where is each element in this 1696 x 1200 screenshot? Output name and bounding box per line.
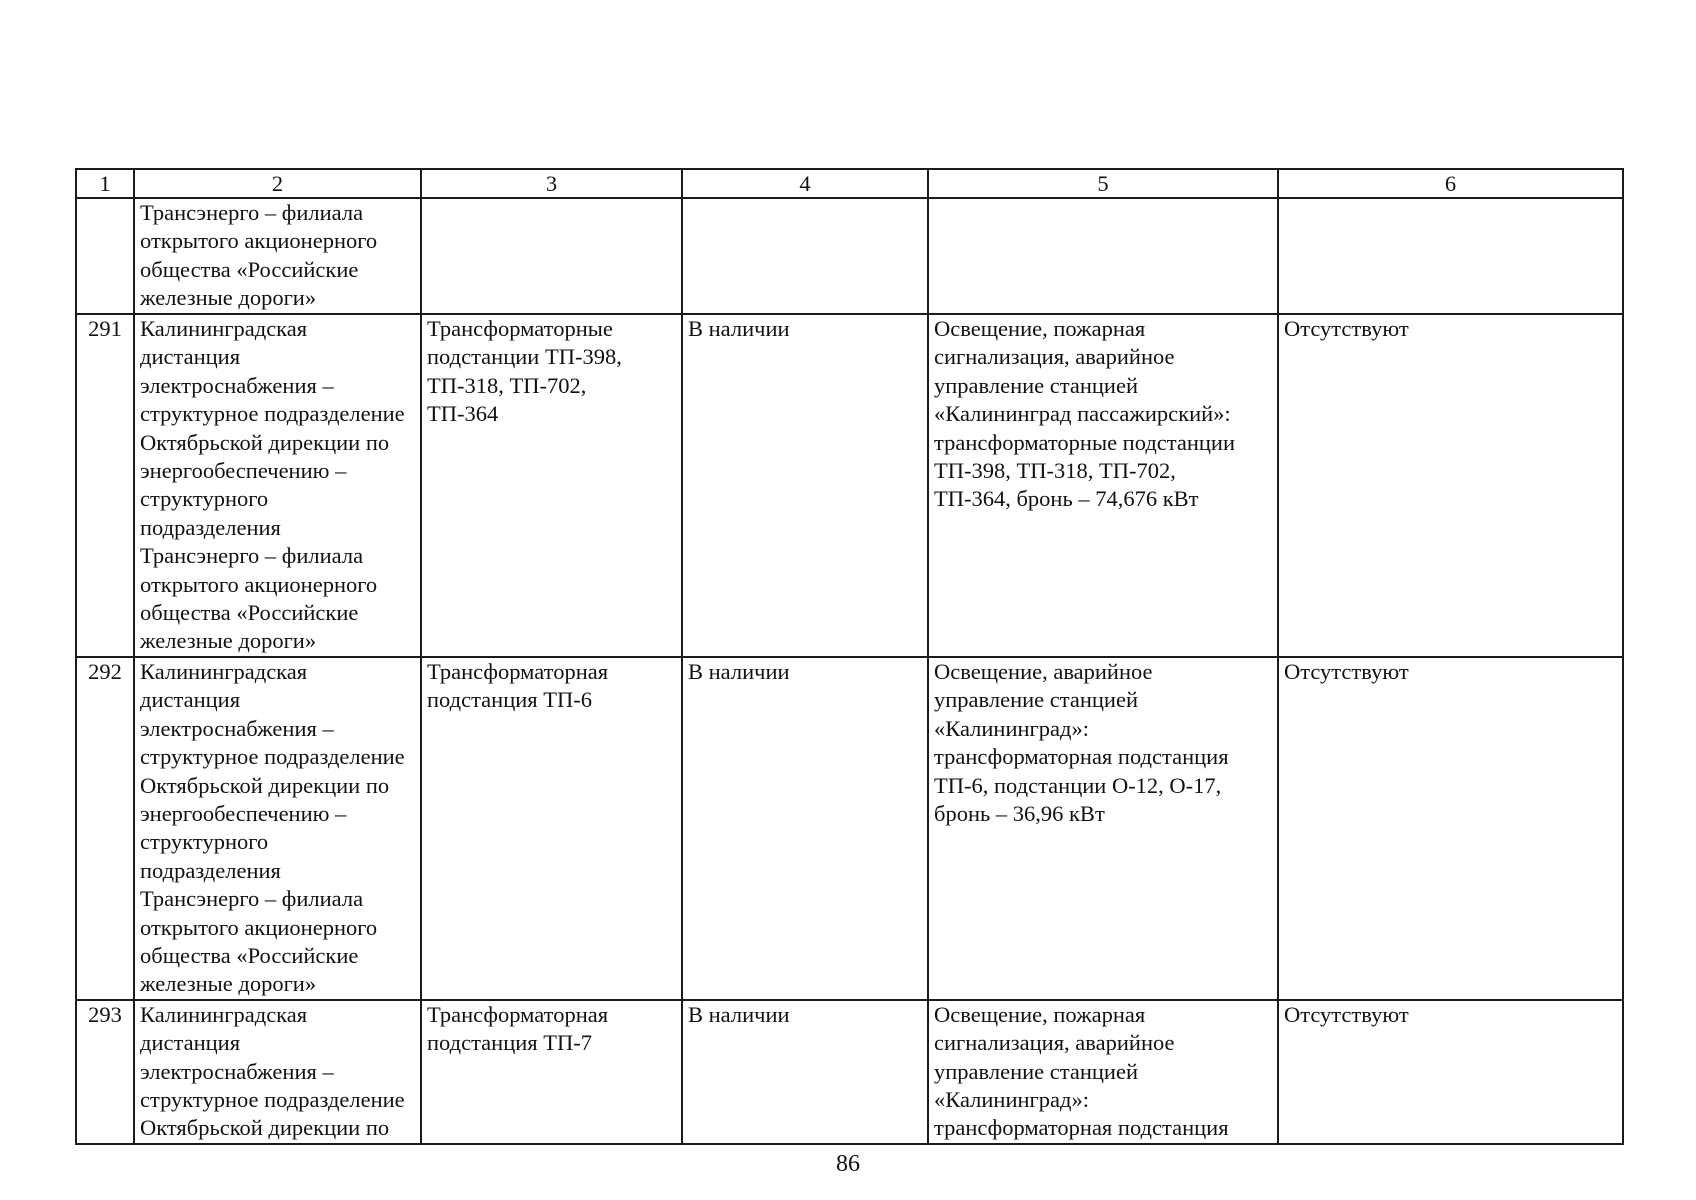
availability-cell: В наличии [682,657,928,1000]
column-header: 3 [421,169,682,198]
description-cell: Освещение, аварийное управление станцией «Калининград»: трансформаторная подстанция ТП-6, подстанции О-12, О-17, бронь – 36,96 кВт [928,657,1278,1000]
organization-cell: Трансэнерго – филиала открытого акционерного общества «Российские железные дороги» [134,198,421,314]
notes-cell: Отсутствуют [1278,1000,1623,1144]
row-number: 293 [76,1000,134,1144]
column-header: 5 [928,169,1278,198]
column-header: 6 [1278,169,1623,198]
column-header: 2 [134,169,421,198]
table-row [76,314,1623,657]
data-table [75,168,1624,1145]
table-row [76,1000,1623,1144]
notes-cell: Отсутствуют [1278,657,1623,1000]
table-header-row [76,169,1623,198]
column-header: 1 [76,169,134,198]
availability-cell: В наличии [682,1000,928,1144]
row-number [76,198,134,314]
description-cell [928,198,1278,314]
description-cell: Освещение, пожарная сигнализация, аварийное управление станцией «Калининград пассажирский»: трансформаторные подстанции ТП-398, ТП-318, ТП-702, ТП-364, бронь – 74,676 кВт [928,314,1278,657]
table-row [76,198,1623,314]
notes-cell: Отсутствуют [1278,314,1623,657]
row-number: 292 [76,657,134,1000]
page-number: 86 [836,1151,860,1177]
organization-cell: Калининградская дистанция электроснабжения – структурное подразделение Октябрьской дирекции по [134,1000,421,1144]
organization-cell: Калининградская дистанция электроснабжения – структурное подразделение Октябрьской дирекции по энергообеспечению – структурного подразделения Трансэнерго – филиала открытого акционерного общества «Российские железные дороги» [134,314,421,657]
row-number: 291 [76,314,134,657]
table-row [76,657,1623,1000]
notes-cell [1278,198,1623,314]
column-header: 4 [682,169,928,198]
organization-cell: Калининградская дистанция электроснабжения – структурное подразделение Октябрьской дирекции по энергообеспечению – структурного подразделения Трансэнерго – филиала открытого акционерного общества «Российские железные дороги» [134,657,421,1000]
object-cell: Трансформаторные подстанции ТП-398, ТП-318, ТП-702, ТП-364 [421,314,682,657]
availability-cell: В наличии [682,314,928,657]
description-cell: Освещение, пожарная сигнализация, аварийное управление станцией «Калининград»: трансформаторная подстанция [928,1000,1278,1144]
object-cell: Трансформаторная подстанция ТП-6 [421,657,682,1000]
object-cell [421,198,682,314]
availability-cell [682,198,928,314]
object-cell: Трансформаторная подстанция ТП-7 [421,1000,682,1144]
